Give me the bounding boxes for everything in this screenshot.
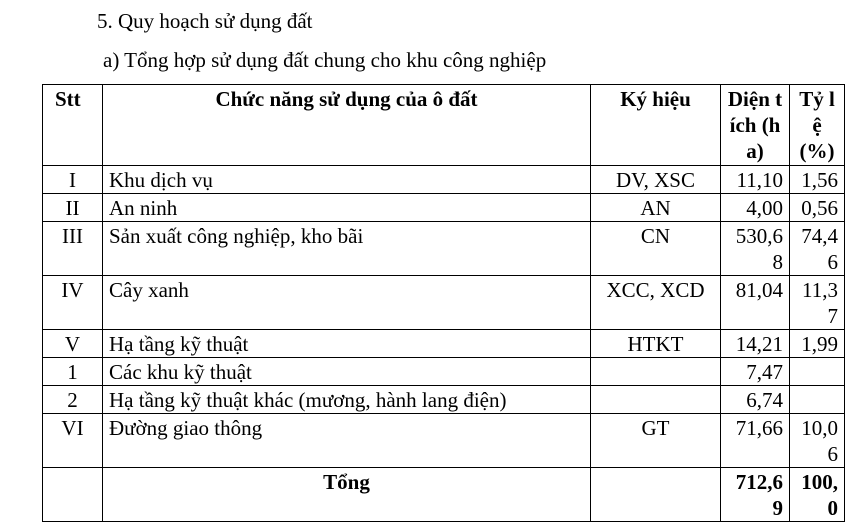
cell-ratio: 74,46 xyxy=(790,222,845,276)
cell-area: 14,21 xyxy=(721,330,790,358)
cell-ratio xyxy=(790,386,845,414)
cell-function: Khu dịch vụ xyxy=(103,166,591,194)
cell-code xyxy=(591,358,721,386)
table-row xyxy=(43,222,845,276)
cell-ratio: 11,37 xyxy=(790,276,845,330)
subsection-heading: a) Tổng hợp sử dụng đất chung cho khu công nghiệp xyxy=(103,48,547,72)
table-row xyxy=(43,166,845,194)
table-row xyxy=(43,330,845,358)
cell-area: 6,74 xyxy=(721,386,790,414)
section-heading: 5. Quy hoạch sử dụng đất xyxy=(97,9,313,33)
cell-total-area: 712,69 xyxy=(721,468,790,522)
cell-code: CN xyxy=(591,222,721,276)
cell-stt: II xyxy=(43,194,103,222)
cell-function: Hạ tầng kỹ thuật khác (mương, hành lang điện) xyxy=(103,386,591,414)
cell-stt: IV xyxy=(43,276,103,330)
cell-total-stt xyxy=(43,468,103,522)
cell-stt: I xyxy=(43,166,103,194)
header-stt: Stt xyxy=(43,85,103,166)
cell-function: Đường giao thông xyxy=(103,414,591,468)
header-function: Chức năng sử dụng của ô đất xyxy=(103,85,591,166)
cell-total-ratio: 100,0 xyxy=(790,468,845,522)
cell-ratio: 1,99 xyxy=(790,330,845,358)
table-row xyxy=(43,414,845,468)
cell-code xyxy=(591,386,721,414)
cell-function: Hạ tầng kỹ thuật xyxy=(103,330,591,358)
cell-code: GT xyxy=(591,414,721,468)
table-row xyxy=(43,358,845,386)
cell-code: AN xyxy=(591,194,721,222)
cell-function: Cây xanh xyxy=(103,276,591,330)
table-total-row xyxy=(43,468,845,522)
cell-ratio xyxy=(790,358,845,386)
cell-stt: 1 xyxy=(43,358,103,386)
cell-ratio: 10,06 xyxy=(790,414,845,468)
land-use-table xyxy=(42,84,845,522)
cell-ratio: 1,56 xyxy=(790,166,845,194)
cell-function: Sản xuất công nghiệp, kho bãi xyxy=(103,222,591,276)
cell-area: 4,00 xyxy=(721,194,790,222)
header-ratio: Tỷ lệ (%) xyxy=(790,85,845,166)
cell-area: 71,66 xyxy=(721,414,790,468)
table-row xyxy=(43,386,845,414)
cell-area: 7,47 xyxy=(721,358,790,386)
cell-area: 11,10 xyxy=(721,166,790,194)
table-row xyxy=(43,276,845,330)
table-row xyxy=(43,194,845,222)
cell-total-code xyxy=(591,468,721,522)
cell-code: HTKT xyxy=(591,330,721,358)
table-header-row xyxy=(43,85,845,166)
cell-function: Các khu kỹ thuật xyxy=(103,358,591,386)
cell-stt: 2 xyxy=(43,386,103,414)
cell-function: An ninh xyxy=(103,194,591,222)
cell-area: 81,04 xyxy=(721,276,790,330)
cell-stt: III xyxy=(43,222,103,276)
header-code: Ký hiệu xyxy=(591,85,721,166)
cell-area: 530,68 xyxy=(721,222,790,276)
cell-code: DV, XSC xyxy=(591,166,721,194)
header-area: Diện tích (ha) xyxy=(721,85,790,166)
cell-stt: V xyxy=(43,330,103,358)
cell-total-label: Tổng xyxy=(103,468,591,522)
cell-ratio: 0,56 xyxy=(790,194,845,222)
cell-code: XCC, XCD xyxy=(591,276,721,330)
cell-stt: VI xyxy=(43,414,103,468)
